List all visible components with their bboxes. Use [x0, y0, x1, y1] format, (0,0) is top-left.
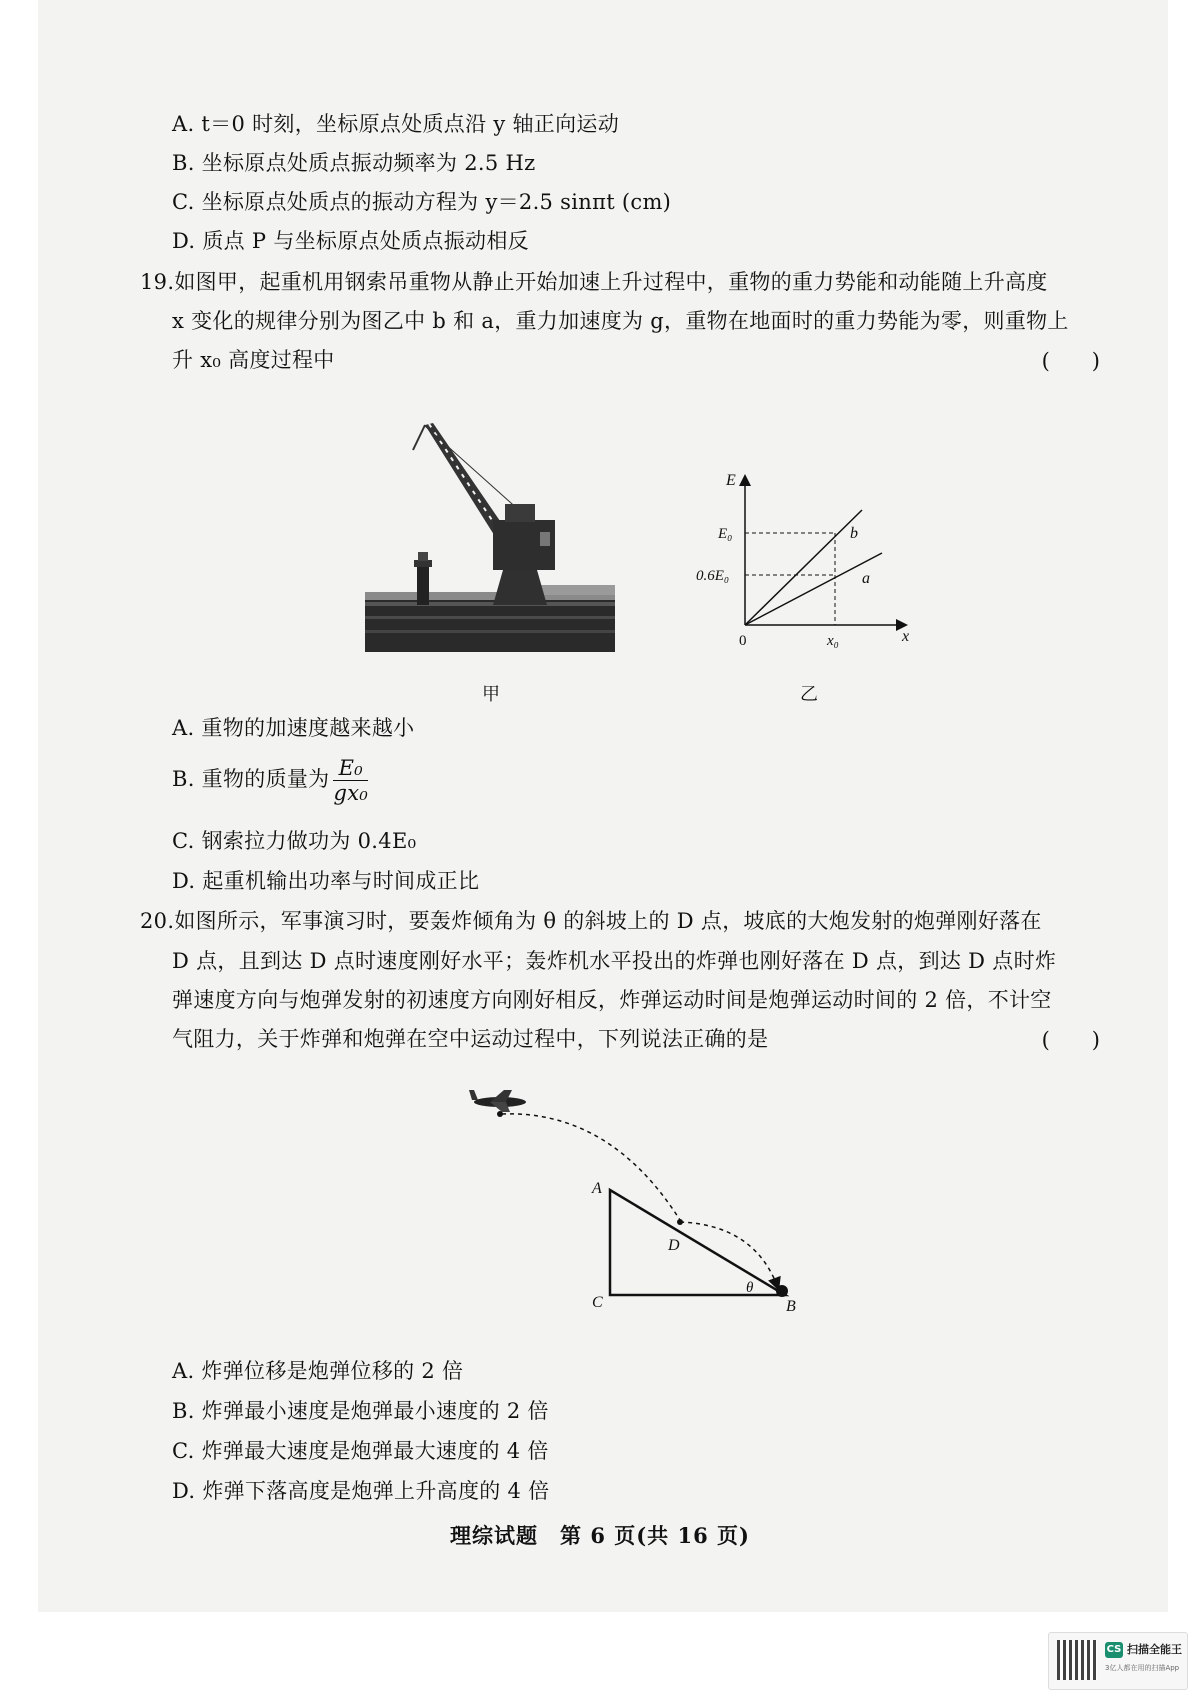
- q19-number: 19.: [140, 270, 175, 294]
- camscanner-logo: CS: [1105, 1642, 1123, 1658]
- graph-origin: 0: [739, 633, 747, 649]
- q20-stem-line-3: 弹速度方向与炮弹发射的初速度方向刚好相反，炸弹运动时间是炮弹运动时间的 2 倍，不计空: [172, 988, 1052, 1012]
- fraction-denominator: gx₀: [333, 781, 369, 805]
- q20-option-d: D. 炸弹下落高度是炮弹上升高度的 4 倍: [172, 1479, 550, 1503]
- slope-triangle: [610, 1190, 785, 1295]
- q19-option-d: D. 起重机输出功率与时间成正比: [172, 869, 480, 893]
- q19-option-b: [172, 755, 368, 805]
- q20-option-b: B. 炸弹最小速度是炮弹最小速度的 2 倍: [172, 1399, 549, 1423]
- q19-stem-line-3: 升 x₀ 高度过程中: [172, 348, 335, 372]
- q19-answer-paren: ( ): [1041, 349, 1100, 373]
- q18-option-b: B. 坐标原点处质点振动频率为 2.5 Hz: [172, 151, 536, 175]
- qr-code-icon: [1057, 1640, 1097, 1680]
- graph-label-a: a: [862, 570, 870, 587]
- graph-tick-e0: E₀: [718, 526, 733, 542]
- q18-option-a: A. t＝0 时刻，坐标原点处质点沿 y 轴正向运动: [172, 112, 620, 136]
- scanner-watermark-badge: [1048, 1632, 1188, 1690]
- slope-bombing-diagram: [460, 1080, 830, 1320]
- q20-stem-text-1: 如图所示，军事演习时，要轰炸倾角为 θ 的斜坡上的 D 点，坡底的大炮发射的炮弹刚好落在: [174, 909, 1042, 933]
- fraction-numerator: E₀: [333, 756, 368, 781]
- energy-height-graph: [690, 465, 930, 655]
- q20-answer-paren: ( ): [1041, 1028, 1100, 1052]
- q20-option-c: C. 炸弹最大速度是炮弹最大速度的 4 倍: [172, 1439, 549, 1463]
- graph-tick-06e0: 0.6E₀: [696, 568, 730, 584]
- fig-b-caption: 乙: [800, 684, 818, 705]
- q20-stem-line-2: D 点，且到达 D 点时速度刚好水平；轰炸机水平投出的炸弹也刚好落在 D 点，到达 D 点时炸: [172, 949, 1057, 973]
- graph-y-label: E: [726, 472, 736, 489]
- badge-app-name: 扫描全能王: [1127, 1643, 1182, 1656]
- q19-option-c: C. 钢索拉力做功为 0.4E₀: [172, 829, 417, 853]
- graph-label-b: b: [850, 525, 858, 542]
- label-a: A: [592, 1180, 602, 1197]
- q19-option-a: A. 重物的加速度越来越小: [172, 716, 415, 740]
- q19-stem-line-1: [140, 267, 1048, 297]
- crane-photo: [365, 420, 615, 652]
- shell-trajectory: [680, 1222, 778, 1288]
- q18-option-d: D. 质点 P 与坐标原点处质点振动相反: [172, 229, 529, 253]
- graph-x-label: x: [902, 628, 910, 645]
- q20-number: 20.: [140, 909, 175, 933]
- label-b: B: [786, 1298, 796, 1315]
- cannon-b: [776, 1285, 788, 1297]
- fig-a-caption: 甲: [482, 684, 500, 705]
- page-footer: 理综试题 第 6 页(共 16 页): [450, 1523, 750, 1548]
- q19-option-b-fraction: [333, 756, 368, 805]
- label-c: C: [592, 1294, 603, 1311]
- graph-line-b: [745, 510, 862, 625]
- q19-stem-line-2: x 变化的规律分别为图乙中 b 和 a，重力加速度为 g，重物在地面时的重力势能为零，则重物上: [172, 309, 1069, 333]
- graph-tick-x0: x₀: [827, 633, 839, 649]
- bomb-trajectory: [502, 1114, 680, 1220]
- q18-option-c: C. 坐标原点处质点的振动方程为 y＝2.5 sinπt (cm): [172, 190, 672, 214]
- label-theta: θ: [746, 1280, 754, 1296]
- q20-stem-line-4: 气阻力，关于炸弹和炮弹在空中运动过程中，下列说法正确的是: [172, 1027, 769, 1051]
- airplane-icon: [469, 1090, 526, 1117]
- q19-option-b-prefix: B. 重物的质量为: [172, 767, 330, 791]
- q20-option-a: A. 炸弹位移是炮弹位移的 2 倍: [172, 1359, 464, 1383]
- point-d: [677, 1219, 683, 1225]
- q20-stem-line-1: [140, 906, 1042, 936]
- label-d: D: [668, 1237, 680, 1254]
- q19-stem-text-1: 如图甲，起重机用钢索吊重物从静止开始加速上升过程中，重物的重力势能和动能随上升高度: [174, 270, 1048, 294]
- graph-line-a: [745, 553, 882, 625]
- badge-tagline: 3亿人都在用的扫描App: [1105, 1664, 1180, 1672]
